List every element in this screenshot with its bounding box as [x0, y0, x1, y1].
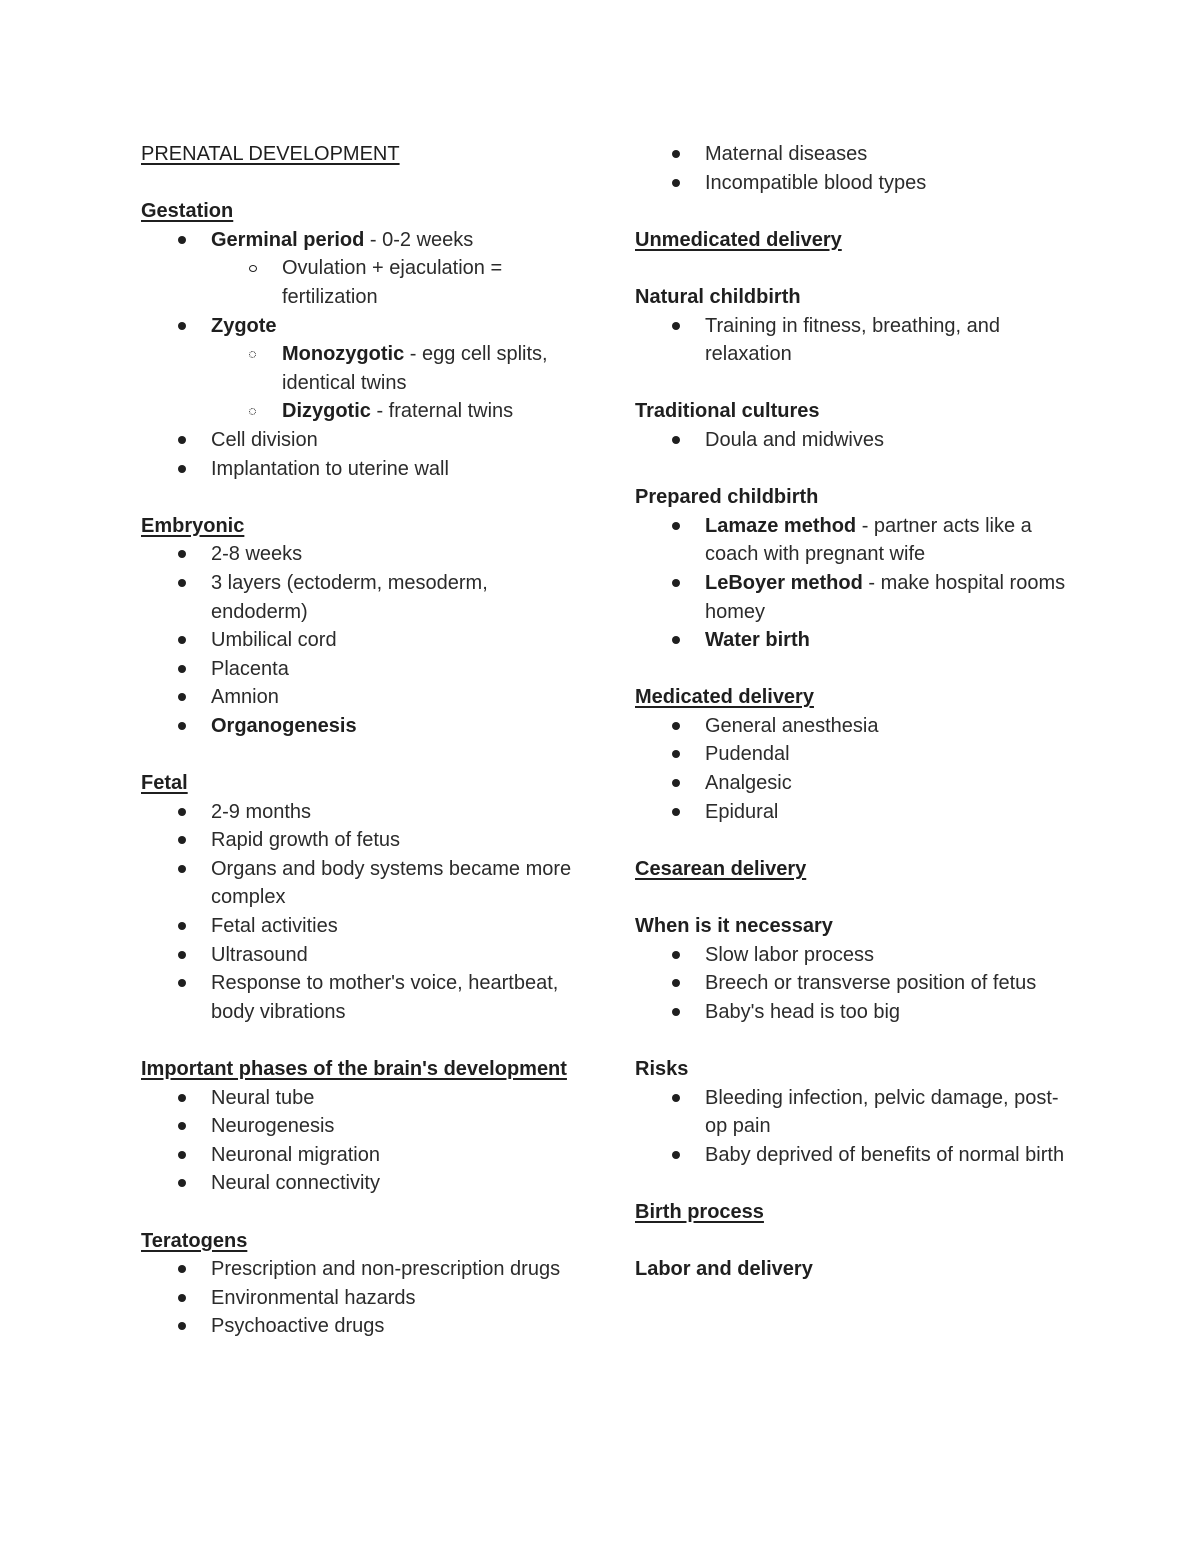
bullet-icon — [178, 722, 186, 730]
bullet-icon — [178, 865, 186, 873]
bullet-icon — [672, 979, 680, 987]
left-column — [141, 140, 581, 1341]
teratogens-list — [141, 1255, 581, 1341]
gestation-list — [141, 226, 581, 483]
list-item: General anesthesia — [635, 712, 1075, 741]
list-item: Implantation to uterine wall — [141, 455, 581, 484]
risks-list — [635, 1084, 1075, 1170]
list-item: LeBoyer method - make hospital rooms homey — [635, 569, 1075, 626]
section-heading-teratogens: Teratogens — [141, 1229, 248, 1252]
bullet-icon — [672, 750, 680, 758]
bullet-icon — [178, 922, 186, 930]
subheading-natural-childbirth: Natural childbirth — [635, 285, 801, 308]
bullet-icon — [178, 579, 186, 587]
teratogens-continued-list — [635, 140, 1075, 197]
list-item: Pudendal — [635, 740, 1075, 769]
section-heading-birth-process: Birth process — [635, 1200, 764, 1223]
list-item: 3 layers (ectoderm, mesoderm, endoderm) — [141, 569, 581, 626]
list-item: Epidural — [635, 798, 1075, 827]
bullet-icon — [178, 1122, 186, 1130]
list-item: Doula and midwives — [635, 426, 1075, 455]
list-item: Response to mother's voice, heartbeat, body vibrations — [141, 969, 581, 1026]
list-item: Germinal period - 0-2 weeks — [141, 226, 581, 255]
section-heading-embryonic: Embryonic — [141, 514, 245, 537]
fetal-list — [141, 798, 581, 1027]
list-item: Environmental hazards — [141, 1284, 581, 1313]
bullet-icon — [672, 522, 680, 530]
bullet-icon — [178, 693, 186, 701]
bullet-icon — [178, 636, 186, 644]
bullet-icon — [672, 722, 680, 730]
list-item: Organs and body systems became more complex — [141, 855, 581, 912]
list-item: Psychoactive drugs — [141, 1312, 581, 1341]
list-item: Neural tube — [141, 1084, 581, 1113]
bullet-icon — [672, 951, 680, 959]
bullet-icon — [672, 1008, 680, 1016]
bullet-icon — [672, 1151, 680, 1159]
list-item: Placenta — [141, 655, 581, 684]
section-heading-brain: Important phases of the brain's development — [141, 1058, 567, 1080]
bullet-icon — [672, 1094, 680, 1102]
hollow-bullet-icon — [249, 265, 257, 272]
bullet-icon — [178, 236, 186, 244]
list-item: Fetal activities — [141, 912, 581, 941]
list-item: Ovulation + ejaculation = fertilization — [141, 254, 581, 311]
subheading-risks: Risks — [635, 1058, 689, 1080]
list-item: Neurogenesis — [141, 1112, 581, 1141]
subheading-when-necessary: When is it necessary — [635, 915, 833, 938]
bullet-icon — [178, 1322, 186, 1330]
bullet-icon — [178, 951, 186, 959]
prepared-list — [635, 512, 1075, 655]
list-item: Analgesic — [635, 769, 1075, 798]
section-heading-gestation: Gestation — [141, 200, 234, 223]
list-item: 2-8 weeks — [141, 540, 581, 569]
natural-list — [635, 312, 1075, 369]
when-list — [635, 941, 1075, 1027]
bullet-icon — [178, 808, 186, 816]
list-item: Umbilical cord — [141, 626, 581, 655]
bullet-icon — [178, 1094, 186, 1102]
dotted-bullet-icon — [249, 351, 256, 358]
section-heading-cesarean: Cesarean delivery — [635, 857, 807, 880]
list-item: Baby deprived of benefits of normal birth — [635, 1141, 1075, 1170]
bullet-icon — [178, 979, 186, 987]
bullet-icon — [672, 179, 680, 187]
list-item: Organogenesis — [141, 712, 581, 741]
bullet-icon — [178, 836, 186, 844]
traditional-list — [635, 426, 1075, 455]
bullet-icon — [178, 1151, 186, 1159]
bullet-icon — [672, 436, 680, 444]
list-item: Baby's head is too big — [635, 998, 1075, 1027]
bullet-icon — [178, 1294, 186, 1302]
section-heading-medicated: Medicated delivery — [635, 686, 814, 709]
list-item: Rapid growth of fetus — [141, 826, 581, 855]
right-column — [635, 140, 1075, 1284]
list-item: Monozygotic - egg cell splits, identical twins — [141, 340, 581, 397]
list-item: Zygote — [141, 312, 581, 341]
bullet-icon — [672, 150, 680, 158]
list-item: Slow labor process — [635, 941, 1075, 970]
subheading-traditional-cultures: Traditional cultures — [635, 400, 820, 423]
bullet-icon — [178, 436, 186, 444]
bullet-icon — [672, 636, 680, 644]
bullet-icon — [672, 322, 680, 330]
bullet-icon — [672, 779, 680, 787]
bullet-icon — [672, 579, 680, 587]
list-item: Amnion — [141, 683, 581, 712]
bullet-icon — [178, 665, 186, 673]
list-item: Dizygotic - fraternal twins — [141, 397, 581, 426]
bullet-icon — [178, 550, 186, 558]
list-item: Lamaze method - partner acts like a coach with pregnant wife — [635, 512, 1075, 569]
list-item: 2-9 months — [141, 798, 581, 827]
dotted-bullet-icon — [249, 408, 256, 415]
medicated-list — [635, 712, 1075, 826]
list-item: Incompatible blood types — [635, 169, 1075, 198]
brain-list — [141, 1084, 581, 1198]
list-item: Prescription and non-prescription drugs — [141, 1255, 581, 1284]
list-item: Neuronal migration — [141, 1141, 581, 1170]
embryonic-list — [141, 540, 581, 740]
subheading-labor-delivery: Labor and delivery — [635, 1258, 813, 1281]
section-heading-unmedicated: Unmedicated delivery — [635, 228, 842, 251]
section-heading-fetal: Fetal — [141, 772, 188, 795]
list-item: Breech or transverse position of fetus — [635, 969, 1075, 998]
bullet-icon — [178, 465, 186, 473]
bullet-icon — [178, 322, 186, 330]
bullet-icon — [672, 808, 680, 816]
list-item: Bleeding infection, pelvic damage, post-op pain — [635, 1084, 1075, 1141]
list-item: Neural connectivity — [141, 1169, 581, 1198]
list-item: Ultrasound — [141, 941, 581, 970]
list-item: Water birth — [635, 626, 1075, 655]
page-title: PRENATAL DEVELOPMENT — [141, 143, 400, 165]
list-item: Training in fitness, breathing, and relaxation — [635, 312, 1075, 369]
subheading-prepared-childbirth: Prepared childbirth — [635, 486, 819, 509]
bullet-icon — [178, 1265, 186, 1273]
list-item: Cell division — [141, 426, 581, 455]
list-item: Maternal diseases — [635, 140, 1075, 169]
bullet-icon — [178, 1179, 186, 1187]
